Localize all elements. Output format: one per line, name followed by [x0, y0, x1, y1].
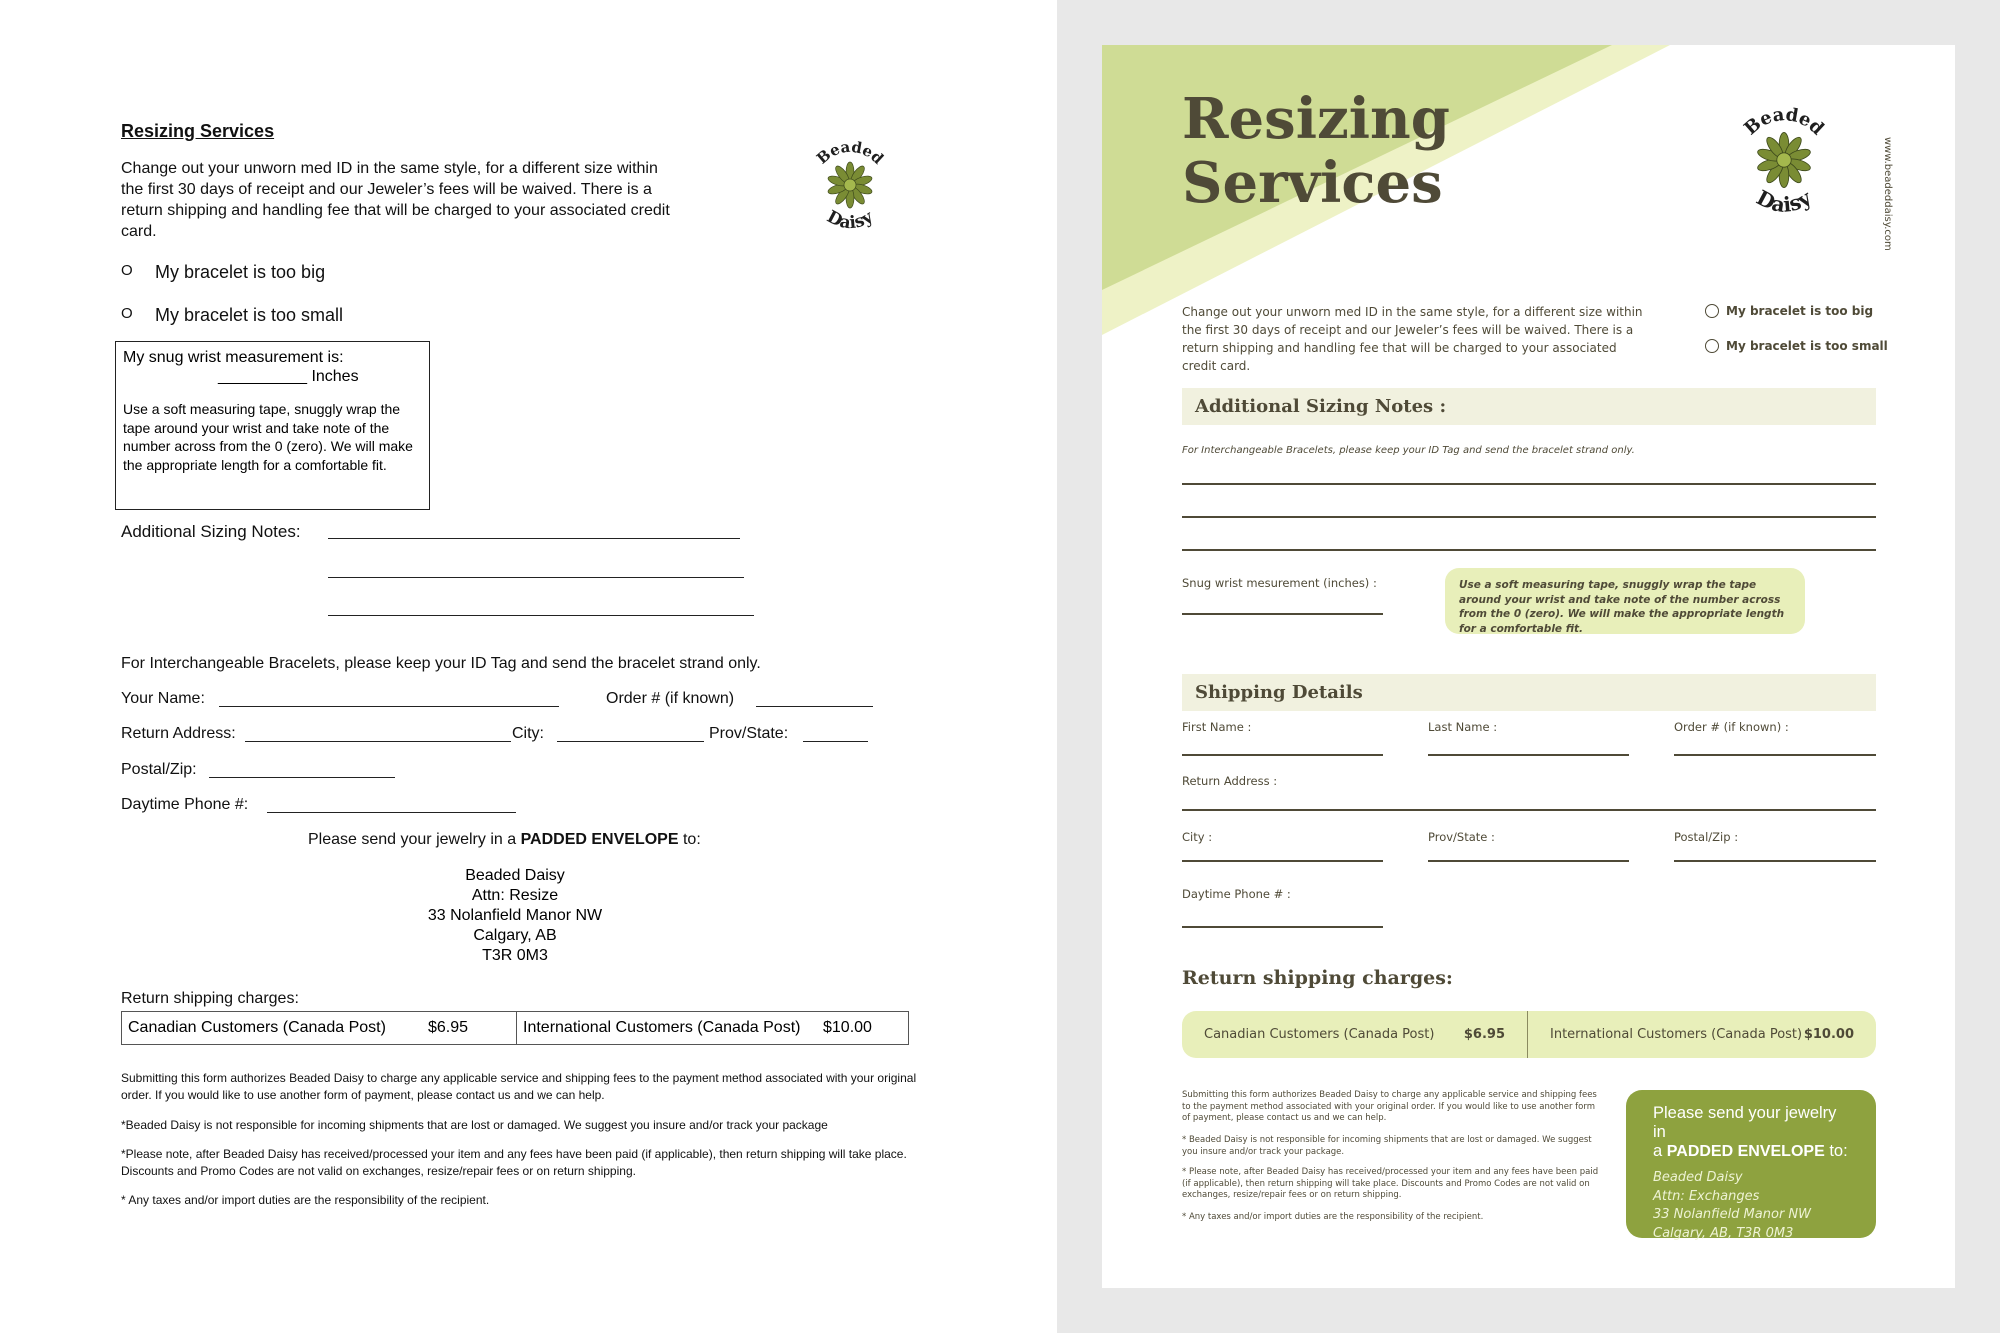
daisy-logo-icon [800, 135, 900, 235]
option-label: My bracelet is too big [155, 262, 326, 282]
measure-input[interactable] [218, 368, 422, 386]
postal-line[interactable] [209, 777, 395, 778]
fine-print-3: *Please note, after Beaded Daisy has received/processed your item and any fees have been paid (if applicable), then return shipping will take place. Discounts and Promo Codes are not valid on exchanges, resize/repair fees or on return shipping. [121, 1147, 907, 1178]
address-line: Beaded Daisy [1653, 1170, 1743, 1185]
notes-help: For Interchangeable Bracelets, please keep your ID Tag and send the bracelet strand only. [1182, 445, 1635, 456]
phone-label: Daytime Phone # : [1182, 887, 1291, 901]
charge-canada [122, 1012, 517, 1044]
charge-price: $6.95 [428, 1019, 469, 1036]
notes-line-2[interactable] [328, 577, 744, 578]
return-address-label: Return Address : [1182, 774, 1278, 788]
envelope-line-1: Please send your jewelry in [1653, 1104, 1837, 1141]
logo-word-beaded: Beaded [1740, 104, 1828, 140]
address-line: Beaded Daisy [465, 867, 565, 884]
address-line: 33 Nolanfield Manor NW [1653, 1207, 1811, 1222]
fine-print-2: * Beaded Daisy is not responsible for incoming shipments that are lost or damaged. We suggest you insure and/or track your package. [1182, 1135, 1592, 1157]
phone-label: Daytime Phone #: [121, 796, 249, 813]
option-too-big[interactable] [121, 262, 325, 283]
website-url: www.beadeddaisy.com [1882, 137, 1893, 251]
left-intro: Change out your unworn med ID in the same style, for a different size within the first 30 days of receipt and our Jeweler’s fees will be waived. There is a return shipping and handling fee that will be charged to your associated credit card. [121, 160, 670, 240]
fine-print-4: * Any taxes and/or import duties are the responsibility of the recipient. [121, 1193, 490, 1207]
address-line: 33 Nolanfield Manor NW [427, 907, 603, 924]
send-bold: PADDED ENVELOPE [520, 831, 679, 848]
charges-heading: Return shipping charges: [1182, 967, 1453, 989]
city-line[interactable] [1182, 860, 1383, 862]
logo-word-beaded: Beaded [813, 137, 888, 168]
mailing-address [315, 866, 715, 966]
notes-label: Additional Sizing Notes: [121, 522, 301, 541]
postal-label: Postal/Zip : [1674, 830, 1739, 844]
intro-text: Change out your unworn med ID in the same style, for a different size within the first 30 days of receipt and our Jeweler’s fees will be waived. There is a return shipping and handling fee that will be charged to your associated credit card. [1182, 305, 1643, 373]
order-line[interactable] [1674, 754, 1876, 756]
styled-form [1102, 45, 1955, 1288]
page-title [1182, 87, 1450, 215]
option-label: My bracelet is too big [1726, 304, 1874, 318]
notes-line-1[interactable] [1182, 483, 1876, 485]
envelope-callout [1626, 1090, 1876, 1241]
daisy-logo-icon [1724, 100, 1844, 220]
charges-table [121, 1011, 909, 1045]
charges-bar [1182, 1011, 1876, 1058]
radio-circle-icon[interactable] [1705, 339, 1719, 353]
charge-label: International Customers (Canada Post) [523, 1019, 801, 1036]
charge-international [517, 1012, 872, 1044]
measurement-box [115, 341, 430, 510]
send-suffix: to: [682, 831, 701, 848]
city-label: City: [512, 725, 544, 742]
svg-text:Daisy [823, 206, 877, 233]
envelope-suffix: to: [1829, 1142, 1848, 1160]
fine-print-1: Submitting this form authorizes Beaded Daisy to charge any applicable service and shipping fees to the payment method associated with your original order. If you would like to use another form of payment, please contact us and we can help. [1182, 1090, 1597, 1123]
address-line: Calgary, AB [473, 927, 557, 944]
snug-tip: Use a soft measuring tape, snuggly wrap the tape around your wrist and take note of the number across from the 0 (zero). We will make the appropriate length for a comfortable fit. [1445, 568, 1805, 634]
charges-label: Return shipping charges: [121, 990, 299, 1007]
logo-word-daisy: Daisy [1752, 185, 1816, 218]
phone-line[interactable] [1182, 926, 1383, 928]
notes-line-3[interactable] [1182, 549, 1876, 551]
postal-line[interactable] [1674, 860, 1876, 862]
measure-blank: __________ [218, 368, 307, 385]
option-label: My bracelet is too small [155, 305, 344, 325]
your-name-line[interactable] [219, 706, 559, 707]
city-label: City : [1182, 830, 1213, 844]
radio-circle-icon[interactable]: O [121, 305, 133, 322]
notes-line-1[interactable] [328, 538, 740, 539]
charge-label: Canadian Customers (Canada Post) [1204, 1027, 1435, 1042]
shipping-section-header: Shipping Details [1182, 674, 1876, 711]
order-label: Order # (if known) : [1674, 720, 1789, 734]
order-line[interactable] [756, 706, 873, 707]
postal-label: Postal/Zip: [121, 761, 197, 778]
fine-print-1: Submitting this form authorizes Beaded Daisy to charge any applicable service and shipping fees to the payment method associated with your original order. If you would like to use another form of payment, please contact us and we can help. [121, 1071, 917, 1102]
return-address-line[interactable] [1182, 809, 1876, 811]
snug-input-line[interactable] [1182, 613, 1383, 615]
fine-print-3: * Please note, after Beaded Daisy has received/processed your item and any fees have been paid (if applicable), then return shipping will take place. Discounts and Promo Codes are not valid on exchanges, resize/repair fees or on return shipping. [1182, 1167, 1599, 1200]
interchangeable-note: For Interchangeable Bracelets, please keep your ID Tag and send the bracelet strand only. [121, 655, 761, 672]
envelope-prefix: a [1653, 1142, 1663, 1160]
title-line-2: Services [1182, 150, 1443, 216]
envelope-line-2 [1653, 1142, 1849, 1161]
charge-canada [1182, 1011, 1528, 1058]
address-line: Calgary, AB, T3R 0M3 [1653, 1225, 1794, 1241]
charge-price: $10.00 [1803, 1027, 1854, 1042]
return-address-label: Return Address: [121, 725, 236, 742]
notes-line-3[interactable] [328, 615, 754, 616]
order-label: Order # (if known) [606, 690, 735, 707]
radio-circle-icon[interactable] [1705, 304, 1719, 318]
last-name-label: Last Name : [1428, 720, 1498, 734]
prov-state-label: Prov/State: [709, 725, 789, 742]
city-line[interactable] [557, 741, 704, 742]
envelope-bold: PADDED ENVELOPE [1666, 1143, 1825, 1160]
charge-price: $10.00 [823, 1019, 872, 1036]
prov-state-label: Prov/State : [1428, 830, 1495, 844]
send-prefix: Please send your jewelry in a [308, 831, 517, 848]
measure-unit: Inches [311, 368, 359, 385]
measure-heading: My snug wrist measurement is: [123, 349, 344, 366]
option-too-small[interactable] [121, 305, 343, 326]
phone-line[interactable] [267, 812, 516, 813]
option-label: My bracelet is too small [1726, 339, 1888, 353]
first-name-line[interactable] [1182, 754, 1383, 756]
return-address-line[interactable] [245, 741, 511, 742]
charge-price: $6.95 [1463, 1027, 1505, 1042]
charge-international [1528, 1011, 1876, 1058]
first-name-label: First Name : [1182, 720, 1252, 734]
option-too-big[interactable] [1705, 304, 1873, 318]
fine-print-4: * Any taxes and/or import duties are the responsibility of the recipient. [1182, 1212, 1484, 1222]
address-line: Attn: Exchanges [1653, 1188, 1760, 1204]
measure-help: Use a soft measuring tape, snuggly wrap the tape around your wrist and take note of the number across from the 0 (zero). We will make the appropriate length for a comfortable fit. [123, 401, 413, 473]
prov-state-line[interactable] [1428, 860, 1629, 862]
address-line: T3R 0M3 [482, 947, 548, 964]
fine-print-2: *Beaded Daisy is not responsible for incoming shipments that are lost or damaged. We suggest you insure and/or track your package [121, 1118, 828, 1132]
charge-label: International Customers (Canada Post) [1550, 1027, 1803, 1042]
send-instruction [308, 831, 701, 849]
radio-circle-icon[interactable]: O [121, 262, 133, 279]
notes-section-header: Additional Sizing Notes : [1182, 388, 1876, 425]
your-name-label: Your Name: [121, 690, 205, 707]
address-line: Attn: Resize [471, 887, 559, 904]
notes-line-2[interactable] [1182, 516, 1876, 518]
snug-label: Snug wrist mesurement (inches) : [1182, 576, 1377, 590]
svg-text:Daisy [1753, 185, 1817, 217]
left-title: Resizing Services [121, 121, 275, 141]
option-too-small[interactable] [1705, 339, 1888, 353]
title-line-1: Resizing [1182, 86, 1450, 152]
envelope-address [1653, 1169, 1849, 1243]
charge-label: Canadian Customers (Canada Post) [128, 1019, 386, 1036]
logo-word-daisy: Daisy [823, 206, 877, 234]
last-name-line[interactable] [1428, 754, 1629, 756]
prov-state-line[interactable] [803, 741, 868, 742]
